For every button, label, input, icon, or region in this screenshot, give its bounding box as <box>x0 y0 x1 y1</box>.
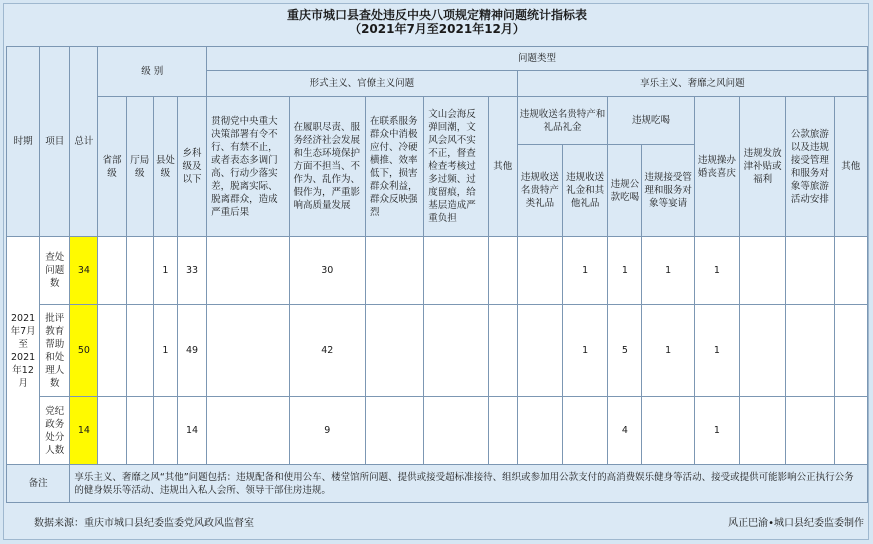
cell-gift-specialty <box>517 305 562 397</box>
cell-formalism-2: 30 <box>289 237 365 305</box>
note-row <box>7 465 868 503</box>
cell-gift-money: 1 <box>563 237 608 305</box>
maker-credit: 风正巴渝•城口县纪委监委制作 <box>728 518 864 529</box>
header-total: 总计 <box>70 47 98 237</box>
cell-allowance <box>740 305 786 397</box>
header-wedding: 违规操办婚丧喜庆 <box>694 97 739 237</box>
cell-provincial <box>98 397 126 465</box>
header-item: 项目 <box>40 47 70 237</box>
header-gift-money: 违规收送礼金和其他礼品 <box>563 145 608 237</box>
cell-allowance <box>740 397 786 465</box>
header-period: 时期 <box>7 47 40 237</box>
cell-wedding: 1 <box>694 397 739 465</box>
header-travel: 公款旅游以及违规接受管理和服务对象等旅游活动安排 <box>786 97 834 237</box>
header-gift-group: 违规收送名贵特产和礼品礼金 <box>517 97 608 145</box>
cell-hedonism-other <box>834 237 867 305</box>
header-formalism-other: 其他 <box>488 97 517 237</box>
cell-formalism-4 <box>424 397 488 465</box>
cell-gift-money: 1 <box>563 305 608 397</box>
cell-county: 1 <box>153 237 177 305</box>
cell-bureau <box>126 397 153 465</box>
note-text: 享乐主义、奢靡之风“其他”问题包括：违规配备和使用公车、楼堂馆所问题、提供或接受超标准接待、组织或参加用公款支付的高消费娱乐健身等活动、接受或提供可能影响公正执行公务的健身娱乐等活动、违规出入私人会所、领导干部住房违规。 <box>70 465 868 503</box>
cell-formalism-2: 42 <box>289 305 365 397</box>
cell-eat-banquet <box>642 397 694 465</box>
cell-eat-public: 1 <box>608 237 642 305</box>
cell-gift-money <box>563 397 608 465</box>
title-line-1: 重庆市城口县查处违反中央八项规定精神问题统计指标表 <box>286 8 587 22</box>
cell-bureau <box>126 237 153 305</box>
header-township: 乡科级及以下 <box>177 97 206 237</box>
header-hedonism-other: 其他 <box>834 97 867 237</box>
cell-formalism-4 <box>424 237 488 305</box>
header-eat-group: 违规吃喝 <box>608 97 694 145</box>
cell-hedonism-other <box>834 397 867 465</box>
cell-provincial <box>98 305 126 397</box>
row-label: 批评教育帮助和处理人数 <box>40 305 70 397</box>
cell-travel <box>786 305 834 397</box>
cell-formalism-1 <box>207 305 289 397</box>
cell-township: 14 <box>177 397 206 465</box>
cell-township: 49 <box>177 305 206 397</box>
cell-wedding: 1 <box>694 305 739 397</box>
header-formalism-4: 文山会海反弹回潮，文风会风不实不正，督查检查考核过多过频、过度留痕，给基层造成严重负担 <box>424 97 488 237</box>
stats-table <box>6 46 868 503</box>
total-cell: 50 <box>70 305 98 397</box>
cell-formalism-other <box>488 237 517 305</box>
header-bureau: 厅局级 <box>126 97 153 237</box>
row-label: 查处问题数 <box>40 237 70 305</box>
row-label: 党纪政务处分人数 <box>40 397 70 465</box>
cell-travel <box>786 237 834 305</box>
header-formalism-1: 贯彻党中央重大决策部署有令不行、有禁不止，或者表态多调门高、行动少落实差，脱离实际、脱离群众，造成严重后果 <box>207 97 289 237</box>
header-problem-type: 问题类型 <box>207 47 868 71</box>
title-line-2: （2021年7月至2021年12月） <box>349 22 525 36</box>
table-row <box>7 305 868 397</box>
cell-formalism-1 <box>207 397 289 465</box>
cell-allowance <box>740 237 786 305</box>
data-source: 数据来源：重庆市城口县纪委监委党风政风监督室 <box>34 518 254 529</box>
header-hedonism: 享乐主义、奢靡之风问题 <box>517 71 867 97</box>
header-provincial: 省部级 <box>98 97 126 237</box>
header-eat-public: 违规公款吃喝 <box>608 145 642 237</box>
cell-eat-banquet: 1 <box>642 305 694 397</box>
cell-wedding: 1 <box>694 237 739 305</box>
total-cell: 14 <box>70 397 98 465</box>
cell-eat-public: 4 <box>608 397 642 465</box>
cell-township: 33 <box>177 237 206 305</box>
header-level: 级 别 <box>98 47 207 97</box>
cell-provincial <box>98 237 126 305</box>
note-label: 备注 <box>7 465 70 503</box>
cell-formalism-3 <box>365 397 423 465</box>
cell-eat-public: 5 <box>608 305 642 397</box>
report-title <box>4 8 870 36</box>
cell-formalism-2: 9 <box>289 397 365 465</box>
header-eat-banquet: 违规接受管理和服务对象等宴请 <box>642 145 694 237</box>
cell-formalism-3 <box>365 237 423 305</box>
cell-formalism-3 <box>365 305 423 397</box>
header-allowance: 违规发放津补贴或福利 <box>740 97 786 237</box>
cell-formalism-1 <box>207 237 289 305</box>
table-row <box>7 237 868 305</box>
cell-gift-specialty <box>517 397 562 465</box>
cell-county: 1 <box>153 305 177 397</box>
table-row <box>7 397 868 465</box>
period-cell: 2021年7月至2021年12月 <box>7 237 40 465</box>
cell-travel <box>786 397 834 465</box>
header-county: 县处级 <box>153 97 177 237</box>
total-cell: 34 <box>70 237 98 305</box>
cell-formalism-other <box>488 305 517 397</box>
header-formalism-2: 在履职尽责、服务经济社会发展和生态环境保护方面不担当、不作为、乱作为、假作为，严重影响高质量发展 <box>289 97 365 237</box>
footer <box>4 514 870 534</box>
header-formalism: 形式主义、官僚主义问题 <box>207 71 518 97</box>
report-frame <box>3 3 869 540</box>
cell-hedonism-other <box>834 305 867 397</box>
cell-formalism-4 <box>424 305 488 397</box>
cell-gift-specialty <box>517 237 562 305</box>
cell-formalism-other <box>488 397 517 465</box>
header-formalism-3: 在联系服务群众中消极应付、冷硬横推、效率低下，损害群众利益，群众反映强烈 <box>365 97 423 237</box>
cell-eat-banquet: 1 <box>642 237 694 305</box>
cell-bureau <box>126 305 153 397</box>
header-gift-specialty: 违规收送名贵特产类礼品 <box>517 145 562 237</box>
cell-county <box>153 397 177 465</box>
